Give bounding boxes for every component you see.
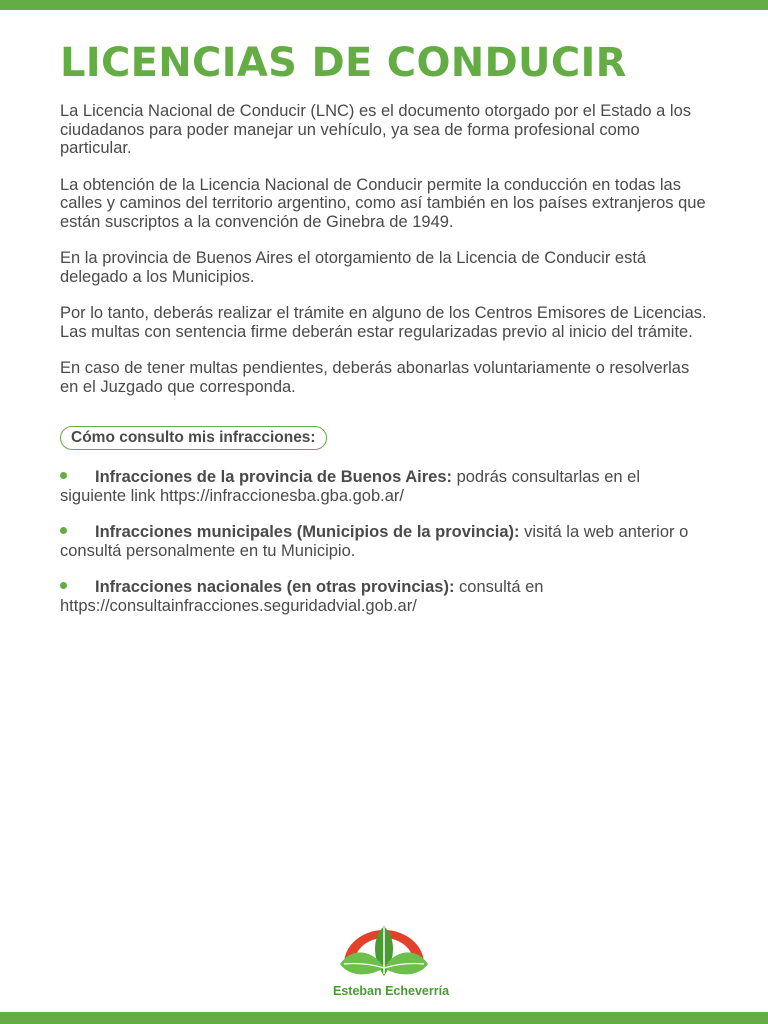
item-text: visitá la web anterior o consultá personalmente en tu Municipio. bbox=[60, 523, 689, 560]
leaf-logo-icon bbox=[334, 924, 434, 984]
list-item bbox=[60, 523, 710, 561]
item-text[interactable]: consultá en https://consultainfracciones.seguridadvial.gob.ar/ bbox=[60, 578, 544, 615]
list-item bbox=[60, 468, 710, 506]
bullet-icon bbox=[60, 582, 67, 589]
paragraph-2: La obtención de la Licencia Nacional de Conducir permite la conducción en todas las calles y caminos del territorio argentino, como así también en los países extranjeros que están suscriptos a la convención de Ginebra de 1949. bbox=[60, 175, 706, 231]
bullet-icon bbox=[60, 527, 67, 534]
municipality-logo bbox=[333, 924, 450, 998]
list-item bbox=[60, 578, 710, 616]
paragraph-5: En caso de tener multas pendientes, deberás abonarlas voluntariamente o resolverlas en el Juzgado que corresponda. bbox=[60, 359, 690, 396]
page-title: LICENCIAS DE CONDUCIR bbox=[60, 40, 627, 86]
infractions-list bbox=[60, 468, 710, 616]
paragraph-4: Por lo tanto, deberás realizar el trámite en alguno de los Centros Emisores de Licencias. Las multas con sentencia firme deberán estar regularizadas previo al inicio del trámite. bbox=[60, 304, 707, 341]
logo-text: Esteban Echeverría bbox=[333, 984, 450, 998]
bullet-icon bbox=[60, 472, 67, 479]
item-heading: Infracciones de la provincia de Buenos Aires: bbox=[95, 468, 452, 486]
item-heading: Infracciones municipales (Municipios de la provincia): bbox=[95, 523, 520, 541]
section-label-badge: Cómo consulto mis infracciones: bbox=[60, 426, 327, 450]
paragraph-1: La Licencia Nacional de Conducir (LNC) es el documento otorgado por el Estado a los ciudadanos para poder manejar un vehículo, ya sea de forma profesional como particular. bbox=[60, 102, 692, 157]
top-accent-bar bbox=[0, 0, 768, 10]
item-heading: Infracciones nacionales (en otras provincias): bbox=[95, 578, 455, 596]
paragraph-3: En la provincia de Buenos Aires el otorgamiento de la Licencia de Conducir está delegado a los Municipios. bbox=[60, 249, 647, 286]
bottom-accent-bar bbox=[0, 1012, 768, 1024]
document-body bbox=[60, 40, 710, 633]
item-text[interactable]: podrás consultarlas en el siguiente link https://infraccionesba.gba.gob.ar/ bbox=[60, 468, 641, 505]
